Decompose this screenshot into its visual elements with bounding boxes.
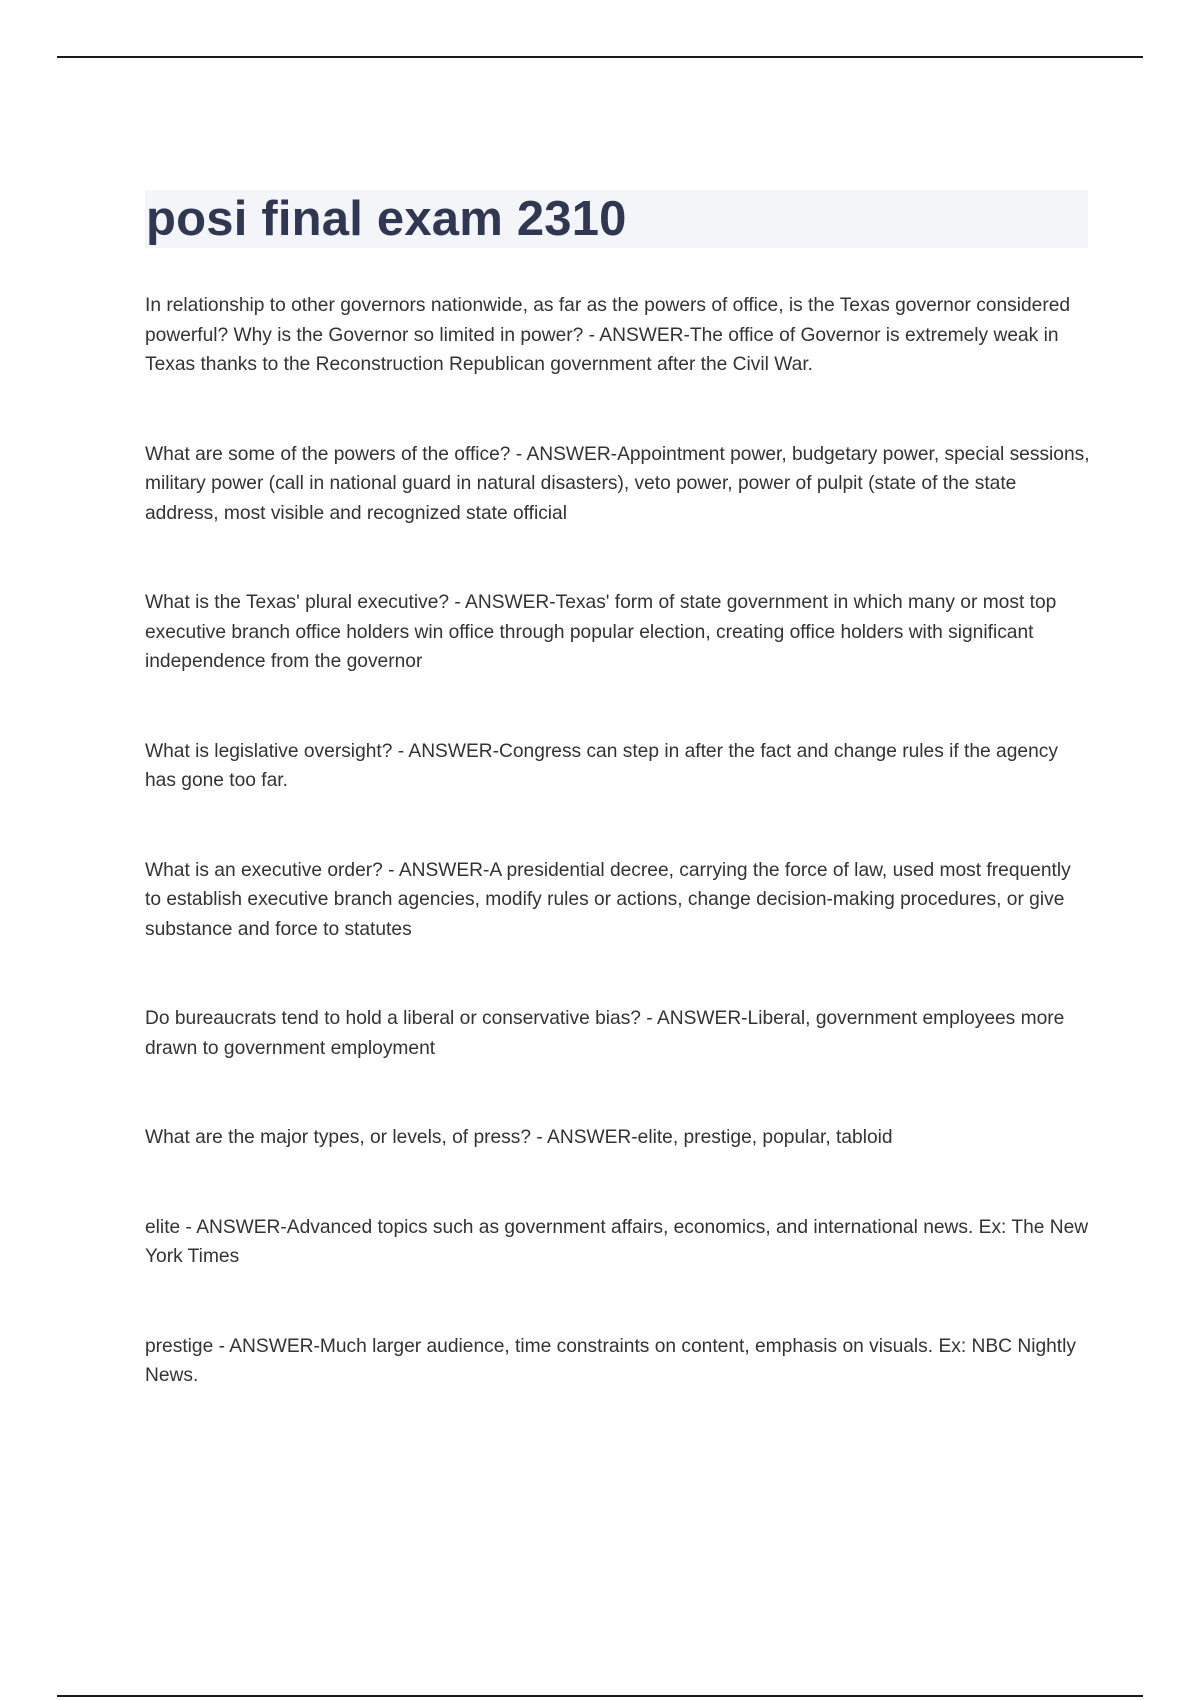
- qa-entry-press-types: What are the major types, or levels, of press? - ANSWER-elite, prestige, popular, tabloid: [145, 1127, 893, 1148]
- document-title: posi final exam 2310: [146, 192, 627, 246]
- qa-entry-prestige: prestige - ANSWER-Much larger audience, time constraints on content, emphasis on visuals. Ex: NBC Nightly News.: [145, 1335, 1076, 1386]
- qa-entry-bureaucrat-bias: Do bureaucrats tend to hold a liberal or conservative bias? - ANSWER-Liberal, government employees more drawn to government employment: [145, 1008, 1065, 1059]
- qa-entry-elite: elite - ANSWER-Advanced topics such as government affairs, economics, and international news. Ex: The New York Times: [145, 1216, 1089, 1267]
- top-rule: [57, 56, 1143, 58]
- qa-entry-executive-order: What is an executive order? - ANSWER-A presidential decree, carrying the force of law, used most frequently to establish executive branch agencies, modify rules or actions, change decision-making procedures, or give substance and force to statutes: [145, 859, 1071, 940]
- qa-entry-governor-power: In relationship to other governors nationwide, as far as the powers of office, is the Texas governor considered powerful? Why is the Governor so limited in power? - ANSWER-The office of Governor is extremely weak in Texas thanks to the Reconstruction Republican government after the Civil War.: [145, 295, 1071, 375]
- bottom-rule: [57, 1695, 1143, 1697]
- qa-list: [145, 291, 1090, 1451]
- qa-entry-legislative-oversight: What is legislative oversight? - ANSWER-Congress can step in after the fact and change rules if the agency has gone too far.: [145, 740, 1058, 791]
- qa-entry-office-powers: What are some of the powers of the office? - ANSWER-Appointment power, budgetary power, special sessions, military power (call in national guard in natural disasters), veto power, power of pulpit (state of the state address, most visible and recognized state official: [145, 443, 1090, 524]
- qa-entry-plural-executive: What is the Texas' plural executive? - ANSWER-Texas' form of state government in which many or most top executive branch office holders win office through popular election, creating office holders with significant independence from the governor: [145, 592, 1057, 672]
